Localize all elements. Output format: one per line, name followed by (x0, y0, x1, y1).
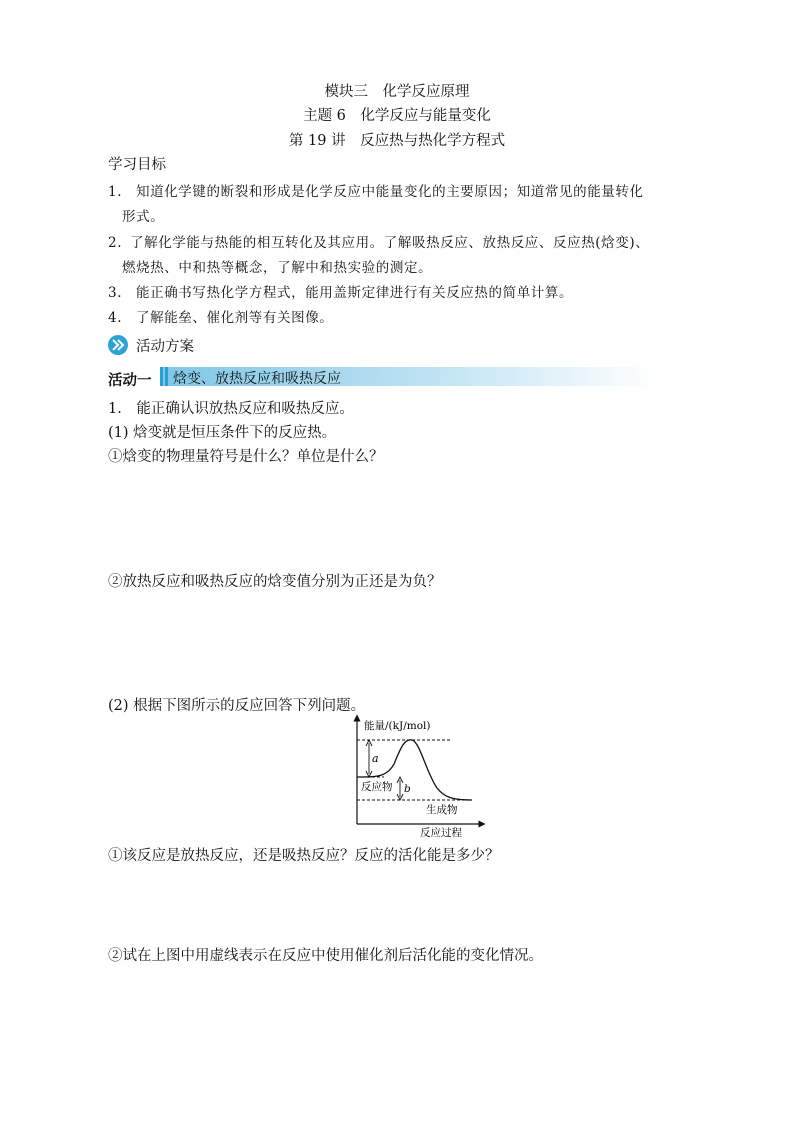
energy-diagram (342, 712, 492, 838)
activity-plan-header (108, 334, 194, 356)
objective-number: 4. (108, 310, 123, 326)
x-axis-label: 反应过程 (420, 827, 462, 838)
objective-item-4 (108, 306, 728, 326)
objective-item-1-cont: 形式。 (122, 209, 165, 225)
topic-title: 主题 6 化学反应与能量变化 (303, 108, 491, 124)
question-1: 1. 能正确认识放热反应和吸热反应。 (108, 401, 354, 417)
objective-item-3 (108, 281, 728, 301)
product-label: 生成物 (426, 804, 458, 816)
question-1-2-b: ②试在上图中用虚线表示在反应中使用催化剂后活化能的变化情况。 (108, 948, 543, 964)
objective-item-1 (108, 180, 728, 200)
objective-number: 3. (108, 285, 123, 301)
lecture-title: 第 19 讲 反应热与热化学方程式 (288, 133, 506, 149)
double-chevron-right-icon (108, 335, 128, 355)
activity1-label: 活动一 (108, 372, 152, 389)
activity-plan-title: 活动方案 (136, 338, 194, 355)
objective-item-2-cont: 燃烧热、中和热等概念，了解中和热实验的测定。 (122, 260, 433, 276)
question-1-2: (2) 根据下图所示的反应回答下列问题。 (108, 698, 366, 714)
a-label: a (372, 752, 379, 765)
objective-text: 了解化学能与热能的相互转化及其应用。了解吸热反应、放热反应、反应热(焓变)、 (130, 235, 650, 251)
banner-stripe (165, 367, 168, 386)
activity1-title: 焓变、放热反应和吸热反应 (173, 371, 341, 387)
banner-stripe (160, 367, 163, 386)
question-1-1: (1) 焓变就是恒压条件下的反应热。 (108, 425, 337, 441)
objective-number: 2. (108, 235, 123, 251)
objective-item-2 (108, 231, 728, 251)
activity1-banner (160, 367, 655, 386)
b-label: b (404, 783, 411, 795)
question-1-1-a: ①焓变的物理量符号是什么？单位是什么？ (108, 449, 384, 465)
objective-text: 能正确书写热化学方程式，能用盖斯定律进行有关反应热的简单计算。 (136, 285, 574, 301)
objective-text: 知道化学键的断裂和形成是化学反应中能量变化的主要原因；知道常见的能量转化 (136, 184, 644, 200)
reactant-label: 反应物 (361, 781, 393, 793)
question-1-2-a: ①该反应是放热反应，还是吸热反应？反应的活化能是多少？ (108, 848, 500, 864)
module-title: 模块三 化学反应原理 (324, 84, 470, 100)
y-axis-label: 能量/(kJ/mol) (364, 720, 431, 732)
objective-number: 1. (108, 184, 123, 200)
question-1-1-b: ②放热反应和吸热反应的焓变值分别为正还是为负？ (108, 574, 442, 590)
objective-text: 了解能垒、催化剂等有关图像。 (136, 310, 334, 326)
objectives-heading: 学习目标 (108, 157, 166, 173)
